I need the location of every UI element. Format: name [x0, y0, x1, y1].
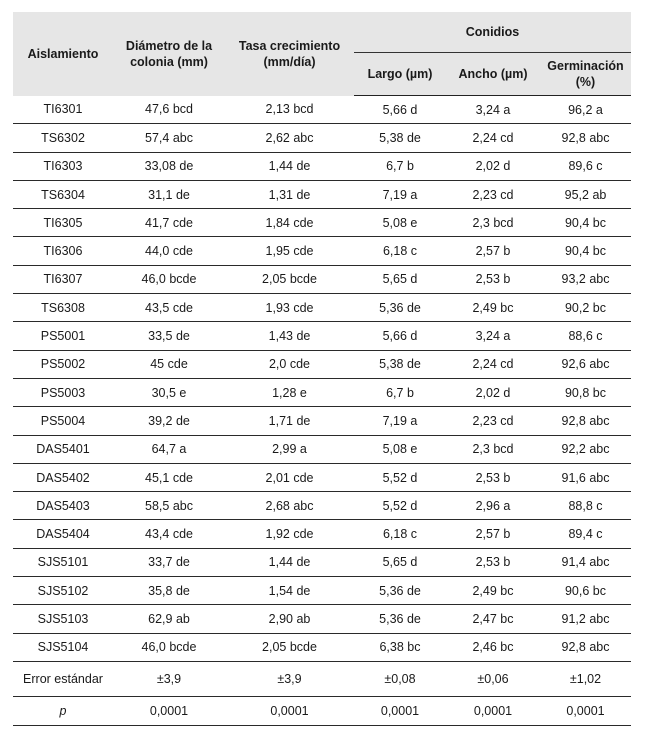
table-row: [13, 237, 631, 265]
table-row: [13, 378, 631, 406]
cell-aislamiento: TI6307: [13, 265, 113, 293]
table-row: [13, 435, 631, 463]
cell-diametro: 57,4 abc: [113, 124, 225, 152]
table-row: [13, 294, 631, 322]
cell-largo: 5,36 de: [354, 294, 446, 322]
results-table: [13, 12, 631, 726]
cell-aislamiento: SJS5101: [13, 548, 113, 576]
cell-tasa: 1,95 cde: [225, 237, 354, 265]
cell-germinacion: 92,8 abc: [540, 407, 631, 435]
cell-largo: 5,36 de: [354, 577, 446, 605]
cell-ancho: 2,02 d: [446, 378, 540, 406]
cell-aislamiento: SJS5102: [13, 577, 113, 605]
cell-ancho: 2,46 bc: [446, 633, 540, 661]
cell-largo: 7,19 a: [354, 180, 446, 208]
table-row: [13, 520, 631, 548]
cell-largo: 5,65 d: [354, 265, 446, 293]
p-value: 0,0001: [354, 696, 446, 725]
error-value: ±0,08: [354, 661, 446, 696]
header-diametro: Diámetro de la colonia (mm): [113, 12, 225, 96]
header-germinacion: Germinación (%): [540, 53, 631, 96]
cell-largo: 6,18 c: [354, 520, 446, 548]
cell-germinacion: 91,6 abc: [540, 463, 631, 491]
cell-largo: 5,38 de: [354, 124, 446, 152]
error-label: Error estándar: [13, 661, 113, 696]
cell-ancho: 2,24 cd: [446, 124, 540, 152]
results-table-container: [13, 12, 631, 726]
cell-diametro: 43,4 cde: [113, 520, 225, 548]
cell-aislamiento: PS5003: [13, 378, 113, 406]
cell-aislamiento: DAS5403: [13, 492, 113, 520]
table-row: [13, 463, 631, 491]
table-row: [13, 322, 631, 350]
cell-diametro: 46,0 bcde: [113, 265, 225, 293]
table-row: [13, 96, 631, 124]
p-label: p: [13, 696, 113, 725]
cell-largo: 5,65 d: [354, 548, 446, 576]
cell-largo: 6,18 c: [354, 237, 446, 265]
cell-diametro: 33,5 de: [113, 322, 225, 350]
error-value: ±3,9: [225, 661, 354, 696]
cell-ancho: 2,3 bcd: [446, 435, 540, 463]
cell-ancho: 2,57 b: [446, 520, 540, 548]
cell-ancho: 2,53 b: [446, 463, 540, 491]
header-tasa: Tasa crecimiento (mm/día): [225, 12, 354, 96]
p-value: 0,0001: [446, 696, 540, 725]
cell-germinacion: 95,2 ab: [540, 180, 631, 208]
error-value: ±0,06: [446, 661, 540, 696]
cell-germinacion: 90,2 bc: [540, 294, 631, 322]
table-row: [13, 407, 631, 435]
cell-tasa: 1,44 de: [225, 548, 354, 576]
cell-germinacion: 92,8 abc: [540, 633, 631, 661]
cell-ancho: 2,53 b: [446, 548, 540, 576]
cell-tasa: 1,93 cde: [225, 294, 354, 322]
cell-diametro: 45 cde: [113, 350, 225, 378]
cell-tasa: 1,84 cde: [225, 209, 354, 237]
cell-tasa: 1,54 de: [225, 577, 354, 605]
table-row: [13, 152, 631, 180]
cell-aislamiento: PS5002: [13, 350, 113, 378]
cell-germinacion: 90,4 bc: [540, 209, 631, 237]
cell-aislamiento: TS6302: [13, 124, 113, 152]
cell-tasa: 2,01 cde: [225, 463, 354, 491]
cell-germinacion: 90,4 bc: [540, 237, 631, 265]
cell-diametro: 62,9 ab: [113, 605, 225, 633]
cell-ancho: 2,96 a: [446, 492, 540, 520]
cell-tasa: 1,92 cde: [225, 520, 354, 548]
cell-aislamiento: SJS5104: [13, 633, 113, 661]
cell-diametro: 41,7 cde: [113, 209, 225, 237]
cell-diametro: 64,7 a: [113, 435, 225, 463]
cell-diametro: 33,7 de: [113, 548, 225, 576]
cell-germinacion: 89,4 c: [540, 520, 631, 548]
table-row: [13, 350, 631, 378]
table-row: [13, 180, 631, 208]
cell-diametro: 33,08 de: [113, 152, 225, 180]
cell-germinacion: 88,6 c: [540, 322, 631, 350]
table-row: [13, 209, 631, 237]
cell-germinacion: 96,2 a: [540, 96, 631, 124]
cell-germinacion: 90,6 bc: [540, 577, 631, 605]
header-aislamiento: Aislamiento: [13, 12, 113, 96]
cell-diametro: 46,0 bcde: [113, 633, 225, 661]
p-value-row: [13, 696, 631, 725]
cell-largo: 7,19 a: [354, 407, 446, 435]
cell-largo: 5,08 e: [354, 209, 446, 237]
cell-largo: 5,66 d: [354, 96, 446, 124]
cell-aislamiento: SJS5103: [13, 605, 113, 633]
cell-tasa: 2,05 bcde: [225, 265, 354, 293]
cell-largo: 6,7 b: [354, 378, 446, 406]
cell-diametro: 35,8 de: [113, 577, 225, 605]
cell-tasa: 1,28 e: [225, 378, 354, 406]
table-row: [13, 633, 631, 661]
error-value: ±3,9: [113, 661, 225, 696]
cell-aislamiento: TI6306: [13, 237, 113, 265]
cell-ancho: 2,49 bc: [446, 294, 540, 322]
cell-ancho: 2,47 bc: [446, 605, 540, 633]
cell-aislamiento: TI6303: [13, 152, 113, 180]
header-largo: Largo (µm): [354, 53, 446, 96]
cell-tasa: 2,90 ab: [225, 605, 354, 633]
table-row: [13, 577, 631, 605]
cell-aislamiento: PS5001: [13, 322, 113, 350]
cell-diametro: 44,0 cde: [113, 237, 225, 265]
cell-diametro: 31,1 de: [113, 180, 225, 208]
cell-diametro: 43,5 cde: [113, 294, 225, 322]
table-row: [13, 124, 631, 152]
p-value: 0,0001: [225, 696, 354, 725]
cell-largo: 5,52 d: [354, 492, 446, 520]
cell-germinacion: 90,8 bc: [540, 378, 631, 406]
cell-germinacion: 92,2 abc: [540, 435, 631, 463]
cell-germinacion: 93,2 abc: [540, 265, 631, 293]
cell-ancho: 2,23 cd: [446, 407, 540, 435]
cell-tasa: 1,31 de: [225, 180, 354, 208]
error-row: [13, 661, 631, 696]
cell-aislamiento: PS5004: [13, 407, 113, 435]
cell-germinacion: 89,6 c: [540, 152, 631, 180]
cell-largo: 5,08 e: [354, 435, 446, 463]
cell-largo: 6,38 bc: [354, 633, 446, 661]
cell-tasa: 2,68 abc: [225, 492, 354, 520]
cell-largo: 5,52 d: [354, 463, 446, 491]
cell-largo: 5,36 de: [354, 605, 446, 633]
cell-diametro: 30,5 e: [113, 378, 225, 406]
cell-ancho: 2,53 b: [446, 265, 540, 293]
cell-ancho: 2,24 cd: [446, 350, 540, 378]
cell-diametro: 39,2 de: [113, 407, 225, 435]
header-conidios: Conidios: [354, 12, 631, 53]
cell-ancho: 2,23 cd: [446, 180, 540, 208]
table-row: [13, 265, 631, 293]
cell-aislamiento: TS6308: [13, 294, 113, 322]
cell-diametro: 45,1 cde: [113, 463, 225, 491]
cell-aislamiento: DAS5404: [13, 520, 113, 548]
table-row: [13, 548, 631, 576]
cell-aislamiento: DAS5401: [13, 435, 113, 463]
cell-germinacion: 92,8 abc: [540, 124, 631, 152]
cell-tasa: 1,43 de: [225, 322, 354, 350]
cell-largo: 5,66 d: [354, 322, 446, 350]
cell-diametro: 47,6 bcd: [113, 96, 225, 124]
cell-germinacion: 91,2 abc: [540, 605, 631, 633]
cell-aislamiento: TS6304: [13, 180, 113, 208]
p-value: 0,0001: [540, 696, 631, 725]
table-body: [13, 96, 631, 726]
cell-germinacion: 88,8 c: [540, 492, 631, 520]
cell-aislamiento: TI6305: [13, 209, 113, 237]
cell-tasa: 1,71 de: [225, 407, 354, 435]
cell-largo: 5,38 de: [354, 350, 446, 378]
table-row: [13, 492, 631, 520]
cell-ancho: 2,49 bc: [446, 577, 540, 605]
cell-diametro: 58,5 abc: [113, 492, 225, 520]
cell-tasa: 2,05 bcde: [225, 633, 354, 661]
header-ancho: Ancho (µm): [446, 53, 540, 96]
cell-ancho: 2,57 b: [446, 237, 540, 265]
cell-germinacion: 91,4 abc: [540, 548, 631, 576]
error-value: ±1,02: [540, 661, 631, 696]
cell-aislamiento: DAS5402: [13, 463, 113, 491]
table-row: [13, 605, 631, 633]
cell-tasa: 2,13 bcd: [225, 96, 354, 124]
cell-tasa: 2,99 a: [225, 435, 354, 463]
cell-tasa: 2,62 abc: [225, 124, 354, 152]
p-value: 0,0001: [113, 696, 225, 725]
cell-tasa: 2,0 cde: [225, 350, 354, 378]
cell-germinacion: 92,6 abc: [540, 350, 631, 378]
cell-ancho: 3,24 a: [446, 322, 540, 350]
cell-ancho: 2,02 d: [446, 152, 540, 180]
table-header: [13, 12, 631, 96]
cell-ancho: 3,24 a: [446, 96, 540, 124]
cell-aislamiento: TI6301: [13, 96, 113, 124]
cell-largo: 6,7 b: [354, 152, 446, 180]
cell-tasa: 1,44 de: [225, 152, 354, 180]
cell-ancho: 2,3 bcd: [446, 209, 540, 237]
